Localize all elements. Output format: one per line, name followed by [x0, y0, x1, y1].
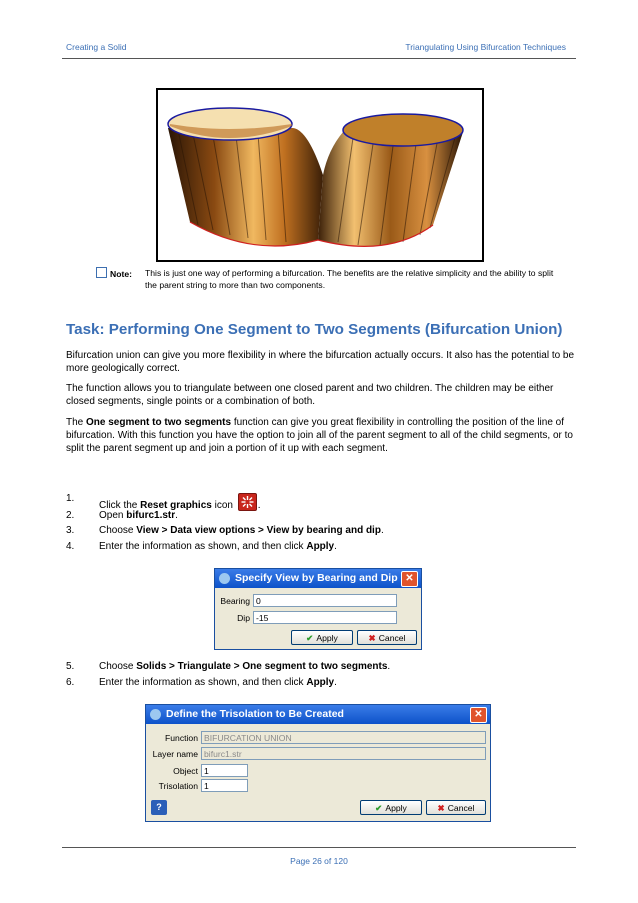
- step-text-post: .: [380, 525, 384, 536]
- note-pencil-icon: [96, 267, 107, 278]
- page-number: Page 26 of 120: [290, 856, 348, 866]
- step-bold: Apply: [306, 541, 335, 552]
- step-text-post: .: [334, 677, 337, 688]
- step-number: 4.: [66, 541, 75, 552]
- step-text-post: icon: [211, 500, 236, 511]
- apply-button[interactable]: [360, 800, 422, 815]
- step-number: 5.: [66, 661, 75, 672]
- step-text-tail: .: [257, 500, 261, 511]
- step-text: Choose: [99, 661, 137, 672]
- close-icon[interactable]: ✕: [401, 571, 418, 587]
- task-heading: Task: Performing One Segment to Two Segments (Bifurcation Union): [66, 321, 563, 338]
- paragraph-segment: [66, 416, 576, 455]
- step-text: Enter the information as shown, and then click: [99, 541, 307, 552]
- help-button[interactable]: ?: [151, 800, 167, 815]
- function-field: BIFURCATION UNION: [201, 731, 486, 744]
- footer-divider: [62, 847, 576, 848]
- paragraph-function: The function allows you to triangulate between one closed parent and two children. The children may be either closed segments, single points or a combination of both.: [66, 383, 554, 407]
- cancel-button[interactable]: [426, 800, 486, 815]
- step-bold: bifurc1.str: [126, 510, 176, 521]
- app-icon: [219, 573, 230, 584]
- reset-graphics-icon[interactable]: [238, 493, 257, 511]
- para3-bold: One segment to two segments: [86, 417, 232, 428]
- cancel-button[interactable]: [357, 630, 417, 645]
- trisolation-input[interactable]: 1: [201, 779, 248, 792]
- trisolation-dialog: [145, 704, 491, 822]
- paragraph-intro: Bifurcation union can give you more flexibility in where the bifurcation actually occurs. It also has the potential to be more geologically correct.: [66, 350, 575, 374]
- close-icon[interactable]: ✕: [470, 707, 487, 723]
- app-icon: [150, 709, 161, 720]
- bearing-input[interactable]: 0: [253, 594, 397, 607]
- dialog-title: Define the Trisolation to Be Created: [166, 708, 344, 720]
- step-bold: View > Data view options > View by bearing and dip: [136, 525, 381, 536]
- step-number: 2.: [66, 510, 75, 521]
- layer-name-label: Layer name: [152, 749, 198, 759]
- step-text: Enter the information as shown, and then click: [99, 677, 307, 688]
- dialog-title-bar: [146, 705, 490, 724]
- step-bold: Apply: [306, 677, 335, 688]
- header-divider: [62, 58, 576, 59]
- para3-post: function can give you great flexibility in controlling the position of the line of bifurcation. With this function you have the option to join all of the parent segment to all of the child segments, or to split the parent segment up and join a portion of it up with each segment.: [66, 417, 573, 454]
- dip-label: Dip: [237, 613, 250, 623]
- step-text: Click the: [99, 500, 141, 511]
- step-text-post: .: [175, 510, 178, 521]
- step-bold: Reset graphics: [140, 500, 212, 511]
- check-icon: ✔: [375, 803, 383, 813]
- object-input[interactable]: 1: [201, 764, 248, 777]
- cancel-x-icon: ✖: [368, 633, 376, 643]
- bifurcation-solid-illustration: [158, 90, 482, 260]
- step-text: Open: [99, 510, 127, 521]
- note-label-group: [96, 267, 132, 280]
- layer-name-field: bifurc1.str: [201, 747, 486, 760]
- apply-label: Apply: [316, 633, 338, 643]
- dialog-title-bar: [215, 569, 421, 588]
- note-text: This is just one way of performing a bifurcation. The benefits are the relative simplicity and the ability to split the parent string to more than two components.: [145, 268, 554, 290]
- apply-label: Apply: [385, 803, 407, 813]
- step-text-post: .: [387, 661, 391, 672]
- check-icon: ✔: [306, 633, 314, 643]
- step-number: 1.: [66, 493, 75, 504]
- object-label: Object: [173, 766, 198, 776]
- trisolation-label: Trisolation: [158, 781, 198, 791]
- step-text: Choose: [99, 525, 137, 536]
- header-chapter-title: Triangulating Using Bifurcation Techniques: [405, 42, 566, 52]
- dialog-title: Specify View by Bearing and Dip: [235, 572, 398, 584]
- para3-pre: The: [66, 417, 87, 428]
- function-label: Function: [165, 733, 198, 743]
- dip-input[interactable]: -15: [253, 611, 397, 624]
- note-label: Note:: [110, 269, 132, 279]
- step-number: 3.: [66, 525, 75, 536]
- apply-button[interactable]: [291, 630, 353, 645]
- bifurcation-solid-figure: [156, 88, 484, 262]
- cancel-label: Cancel: [378, 633, 406, 643]
- step-number: 6.: [66, 677, 75, 688]
- bearing-dip-dialog: [214, 568, 422, 650]
- cancel-label: Cancel: [447, 803, 475, 813]
- bearing-label: Bearing: [220, 596, 250, 606]
- cancel-x-icon: ✖: [437, 803, 445, 813]
- header-section-title: Creating a Solid: [66, 42, 127, 52]
- step-bold: Solids > Triangulate > One segment to two segments: [136, 661, 388, 672]
- step-text-post: .: [334, 541, 337, 552]
